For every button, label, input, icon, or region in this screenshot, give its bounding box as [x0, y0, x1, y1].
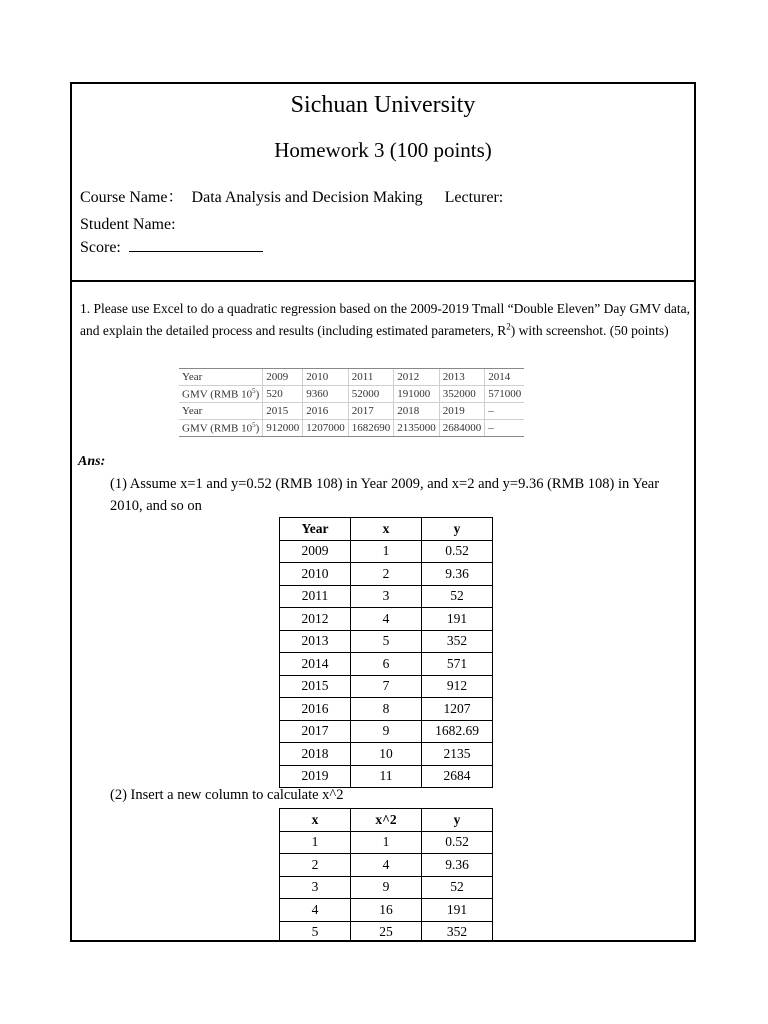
table-cell: 3 — [351, 585, 422, 608]
table-cell: 912 — [422, 675, 493, 698]
table-row — [280, 921, 493, 942]
table-row — [280, 854, 493, 877]
table-cell: 2 — [280, 854, 351, 877]
table-cell: 191 — [422, 899, 493, 922]
table-cell: 9.36 — [422, 563, 493, 586]
course-line — [80, 184, 503, 207]
column-header: Year — [280, 518, 351, 541]
course-name: Data Analysis and Decision Making — [191, 189, 423, 206]
table-cell: 52 — [422, 876, 493, 899]
gmv-row — [179, 369, 524, 386]
table-cell: 52 — [422, 585, 493, 608]
table-cell: 10 — [351, 743, 422, 766]
table-row — [280, 765, 493, 788]
table-cell: 2011 — [280, 585, 351, 608]
table-header-row — [280, 518, 493, 541]
gmv-cell: 2017 — [348, 403, 394, 420]
gmv-cell: 2013 — [439, 369, 485, 386]
table-cell: 2013 — [280, 630, 351, 653]
table-cell: 2015 — [280, 675, 351, 698]
table-cell: 2014 — [280, 653, 351, 676]
table-cell: 5 — [351, 630, 422, 653]
table-cell: 4 — [351, 608, 422, 631]
table-cell: 6 — [351, 653, 422, 676]
gmv-row-label: GMV (RMB $10^5$) — [179, 420, 263, 437]
gmv-cell: 2016 — [303, 403, 349, 420]
lecturer-label: Lecturer: — [444, 189, 504, 206]
gmv-row-label: Year — [179, 403, 263, 420]
score-line — [80, 237, 263, 257]
table-header-row — [280, 809, 493, 832]
gmv-cell: 1207000 — [303, 420, 349, 437]
course-label: Course Name： — [80, 189, 184, 206]
table-cell: 2017 — [280, 720, 351, 743]
gmv-row-label: GMV (RMB $10^5$) — [179, 386, 263, 403]
table-cell: 191 — [422, 608, 493, 631]
gmv-cell: 520 — [263, 386, 303, 403]
gmv-cell: – — [485, 420, 525, 437]
gmv-cell: 2014 — [485, 369, 525, 386]
table-row — [280, 563, 493, 586]
gmv-cell: 1682690 — [348, 420, 394, 437]
table-row — [280, 720, 493, 743]
table-cell: 2 — [351, 563, 422, 586]
column-header: x — [351, 518, 422, 541]
gmv-cell: 2009 — [263, 369, 303, 386]
table-cell: 352 — [422, 921, 493, 942]
column-header: y — [422, 518, 493, 541]
table-row — [280, 675, 493, 698]
answer-step-2: (2) Insert a new column to calculate x^2 — [110, 787, 344, 803]
x-x2-y-table — [279, 808, 493, 942]
table-cell: 5 — [280, 921, 351, 942]
table-cell: 9 — [351, 876, 422, 899]
table-cell: 2684 — [422, 765, 493, 788]
gmv-cell: 2019 — [439, 403, 485, 420]
gmv-cell: 52000 — [348, 386, 394, 403]
table-cell: 1 — [351, 540, 422, 563]
answer-step-1: (1) Assume x=1 and y=0.52 (RMB 108) in Year 2009, and x=2 and y=9.36 (RMB 108) in Year 2010, and so on — [110, 476, 660, 514]
table-cell: 16 — [351, 899, 422, 922]
document-frame — [70, 82, 696, 942]
table-cell: 0.52 — [422, 831, 493, 854]
score-blank — [129, 237, 263, 252]
table-cell: 4 — [351, 854, 422, 877]
table-cell: 9.36 — [422, 854, 493, 877]
question-1-text-end: ) with screenshot. (50 points) — [510, 323, 669, 338]
gmv-cell: 352000 — [439, 386, 485, 403]
gmv-cell: 2012 — [394, 369, 440, 386]
table-cell: 25 — [351, 921, 422, 942]
gmv-row — [179, 386, 524, 403]
gmv-cell: 571000 — [485, 386, 525, 403]
question-1-sup: 2 — [506, 321, 511, 332]
gmv-cell: 2011 — [348, 369, 394, 386]
gmv-cell: 9360 — [303, 386, 349, 403]
table-row — [280, 540, 493, 563]
gmv-data-table — [179, 368, 524, 437]
gmv-cell: 2018 — [394, 403, 440, 420]
table-cell: 2019 — [280, 765, 351, 788]
table-cell: 571 — [422, 653, 493, 676]
table-row — [280, 653, 493, 676]
table-cell: 2010 — [280, 563, 351, 586]
gmv-cell: 2015 — [263, 403, 303, 420]
gmv-row-label: Year — [179, 369, 263, 386]
question-1 — [80, 298, 690, 342]
homework-title: Homework 3 (100 points) — [274, 138, 492, 162]
student-name-label: Student Name: — [80, 216, 176, 233]
gmv-cell: 191000 — [394, 386, 440, 403]
table-cell: 11 — [351, 765, 422, 788]
table-cell: 352 — [422, 630, 493, 653]
table-row — [280, 585, 493, 608]
gmv-row — [179, 403, 524, 420]
table-row — [280, 698, 493, 721]
table-row — [280, 608, 493, 631]
gmv-row — [179, 420, 524, 437]
table-cell: 2012 — [280, 608, 351, 631]
table-cell: 1682.69 — [422, 720, 493, 743]
table-cell: 1 — [280, 831, 351, 854]
table-cell: 0.52 — [422, 540, 493, 563]
table-cell: 2016 — [280, 698, 351, 721]
answer-label: Ans: — [78, 454, 106, 469]
table-cell: 2135 — [422, 743, 493, 766]
header-section — [72, 84, 694, 282]
gmv-cell: 2010 — [303, 369, 349, 386]
university-title: Sichuan University — [290, 92, 476, 118]
table-row — [280, 630, 493, 653]
table-cell: 8 — [351, 698, 422, 721]
table-row — [280, 899, 493, 922]
year-x-y-table — [279, 517, 493, 788]
table-cell: 4 — [280, 899, 351, 922]
column-header: x — [280, 809, 351, 832]
table-cell: 3 — [280, 876, 351, 899]
table-cell: 7 — [351, 675, 422, 698]
column-header: y — [422, 809, 493, 832]
gmv-cell: 2135000 — [394, 420, 440, 437]
gmv-cell: 912000 — [263, 420, 303, 437]
table-row — [280, 743, 493, 766]
table-cell: 1 — [351, 831, 422, 854]
table-row — [280, 831, 493, 854]
table-cell: 2018 — [280, 743, 351, 766]
question-1-text: 1. Please use Excel to do a quadratic regression based on the 2009-2019 Tmall “Double Eleven” Day GMV data, and explain the detailed process and results (including estimated parameters, R — [80, 301, 690, 338]
gmv-cell: 2684000 — [439, 420, 485, 437]
table-row — [280, 876, 493, 899]
table-cell: 1207 — [422, 698, 493, 721]
column-header: x^2 — [351, 809, 422, 832]
table-cell: 9 — [351, 720, 422, 743]
table-cell: 2009 — [280, 540, 351, 563]
gmv-cell: – — [485, 403, 525, 420]
score-label: Score: — [80, 239, 121, 256]
